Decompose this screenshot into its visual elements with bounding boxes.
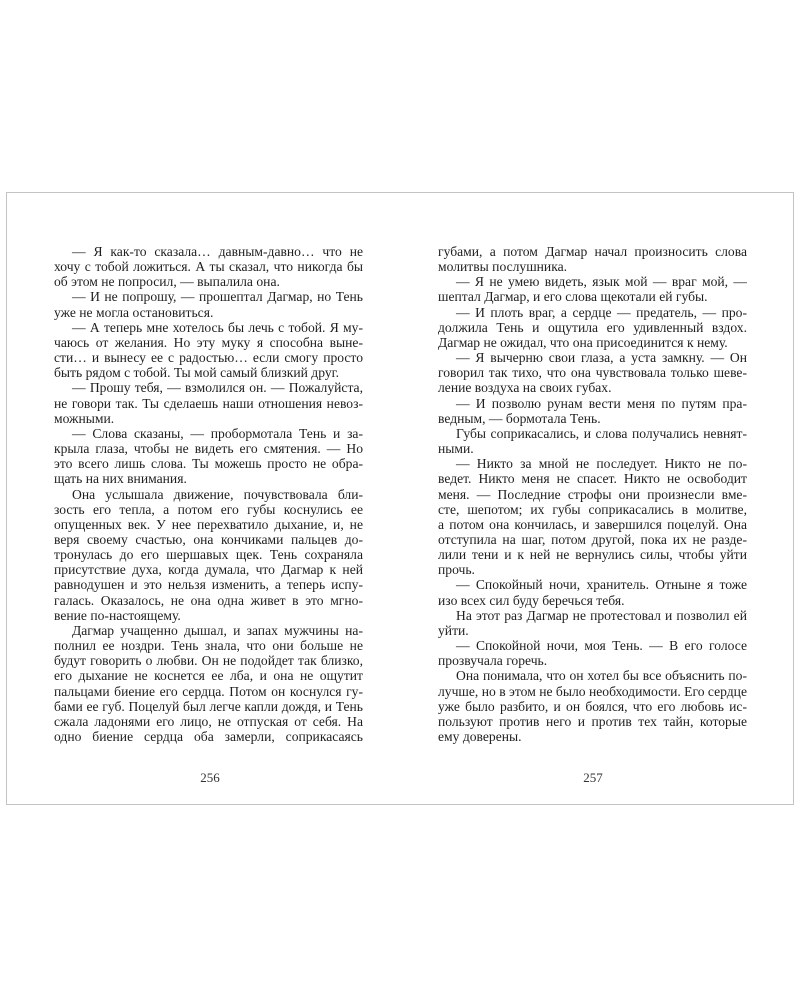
text-line: — Прошу тебя, — взмолился он. — Пожалуйста, xyxy=(72,380,363,396)
text-line: — Слова сказаны, — пробормотала Тень и за- xyxy=(72,425,363,441)
paragraph xyxy=(438,638,747,668)
text-line: галась. Оказалось, не она одна живет в это мгно- xyxy=(54,592,363,608)
text-line: не говори так. Ты сделаешь наши отношения невоз- xyxy=(54,395,363,411)
text-line: а потом она кончилась, и завершился поцелуй. Она xyxy=(438,516,747,532)
paragraph xyxy=(438,350,747,395)
text-line: — Спокойной ночи, моя Тень. — В его голосе xyxy=(456,638,747,654)
text-line: Она понимала, что он хотел бы все объяснить по- xyxy=(456,668,747,684)
text-line: изо всех сил буду беречься тебя. xyxy=(438,592,625,608)
paragraph xyxy=(438,608,747,638)
text-line: тронулась до его шершавых щек. Тень сохраняла xyxy=(54,547,363,563)
text-line: отступила на шаг, потом другой, пока их не разде- xyxy=(438,531,747,547)
text-line: веря своему счастью, она кончиками пальцев до- xyxy=(54,531,363,547)
text-line: ведным, — бормотала Тень. xyxy=(438,410,601,426)
text-line: можными. xyxy=(54,410,115,426)
text-line: быть рядом с тобой. Ты мой самый близкий друг. xyxy=(54,365,340,381)
text-line: присутствие духа, когда думала, что Дагмар к ней xyxy=(54,562,363,578)
text-line: прозвучала горечь. xyxy=(438,653,548,669)
text-line: Она услышала движение, почувствовала бли- xyxy=(72,486,363,502)
paragraph xyxy=(438,577,747,607)
text-line: говорил так тихо, что она чувствовала только шеве- xyxy=(438,365,747,381)
text-line: одно биение сердца оба замерли, соприкасаясь xyxy=(54,729,363,744)
text-line: его дыхание не коснется ее лба, и она не ощутит xyxy=(54,668,363,684)
text-line: прочь. xyxy=(438,562,475,578)
text-line: это всего лишь слова. Ты можешь просто не обра- xyxy=(54,456,363,472)
paragraph xyxy=(54,320,363,381)
text-line: губами, а потом Дагмар начал произносить слова xyxy=(438,244,747,259)
text-line: — Я вычерню свои глаза, а уста замкну. — Он xyxy=(456,350,747,366)
text-line: ление воздуха на своих губах. xyxy=(438,380,612,396)
text-line: сжала ладонями его лицо, не отпуская от себя. На xyxy=(54,713,363,729)
text-line: уже было разбито, и он боялся, что его любовь ис- xyxy=(438,698,747,714)
paragraph xyxy=(54,380,363,425)
text-line: Дагмар не ожидал, что она присоединится к нему. xyxy=(438,334,728,350)
paragraph xyxy=(438,305,747,350)
text-line: На этот раз Дагмар не протестовал и позволил ей xyxy=(456,607,747,623)
text-line: сте, шепотом; их губы соприкасались в молитве, xyxy=(438,501,747,517)
right-page-text xyxy=(438,244,747,744)
paragraph xyxy=(54,244,363,289)
text-line: бами ее губ. Поцелуй был легче капли дождя, и Тень xyxy=(54,698,363,714)
text-line: об этом не попросил, — выпалила она. xyxy=(54,274,280,290)
text-line: — Спокойный ночи, хранитель. Отныне я тоже xyxy=(456,577,747,593)
text-line: меня. — Последние строфы они произнесли вме- xyxy=(438,486,747,502)
paragraph xyxy=(438,668,747,744)
text-line: будут говорить о любви. Он не подойдет так близко, xyxy=(54,653,363,669)
paragraph xyxy=(54,289,363,319)
text-line: лили тени и к ней не вернулись силы, чтобы уйти xyxy=(438,547,747,563)
text-line: уйти. xyxy=(438,622,469,638)
text-line: Дагмар учащенно дышал, и запах мужчины на- xyxy=(72,622,363,638)
paragraph xyxy=(54,623,363,744)
text-line: ными. xyxy=(438,441,474,457)
text-line: лучше, но в этом не было необходимости. Его сердце xyxy=(438,683,747,699)
text-line: Губы соприкасались, и слова получались невнят- xyxy=(456,425,747,441)
text-line: — Я не умею видеть, язык мой — враг мой, — xyxy=(456,274,747,290)
text-line: — И плоть враг, а сердце — предатель, — про- xyxy=(456,304,747,320)
text-line: вение по-настоящему. xyxy=(54,607,181,623)
text-line: пользуют против него и против тех тайн, которые xyxy=(438,713,747,729)
text-line: шептал Дагмар, и его слова щекотали ей губы. xyxy=(438,289,708,305)
page-number-right: 257 xyxy=(583,770,603,785)
left-page-text xyxy=(54,244,363,744)
text-line: ведет. Никто меня не спасет. Никто не освободит xyxy=(438,471,747,487)
text-line: ему доверены. xyxy=(438,729,522,744)
text-line: равнодушен и это нельзя изменить, а теперь испу- xyxy=(54,577,363,593)
text-line: чаюсь от желания. Но эту муку я способна выне- xyxy=(54,334,363,350)
text-line: щать на них внимания. xyxy=(54,471,187,487)
text-line: хочу с тобой ложиться. А ты сказал, что никогда бы xyxy=(54,259,363,275)
text-line: — И позволю рунам вести меня по путям пра- xyxy=(456,395,747,411)
text-line: должила Тень и ощутила его удивленный вздох. xyxy=(438,319,747,335)
text-line: опущенных век. У нее перехватило дыхание, и, не xyxy=(54,516,363,532)
text-line: сти… и вынесу ее с радостью… если смогу просто xyxy=(54,350,363,366)
text-line: — Я как-то сказала… давным-давно… что не xyxy=(72,244,363,259)
text-line: крыла глаза, чтобы не видеть его смятения. — Но xyxy=(54,441,363,457)
paragraph xyxy=(438,456,747,577)
paragraph xyxy=(438,426,747,456)
text-line: пальцами биение его сердца. Потом он коснулся гу- xyxy=(54,683,363,699)
text-line: зость его тепла, а потом его губы коснулись ее xyxy=(54,501,363,517)
text-line: — И не попрошу, — прошептал Дагмар, но Тень xyxy=(72,289,363,305)
text-line: уже не могла остановиться. xyxy=(54,304,214,320)
paragraph xyxy=(438,274,747,304)
text-line: — Никто за мной не последует. Никто не по- xyxy=(456,456,747,472)
text-line: полнил ее ноздри. Тень знала, что они больше не xyxy=(54,638,363,654)
text-line: — А теперь мне хотелось бы лечь с тобой. Я му- xyxy=(72,319,363,335)
page-number-left: 256 xyxy=(200,770,220,785)
paragraph xyxy=(438,244,747,274)
paragraph xyxy=(54,487,363,623)
paragraph xyxy=(438,396,747,426)
text-line: молитвы послушника. xyxy=(438,259,568,275)
paragraph xyxy=(54,426,363,487)
